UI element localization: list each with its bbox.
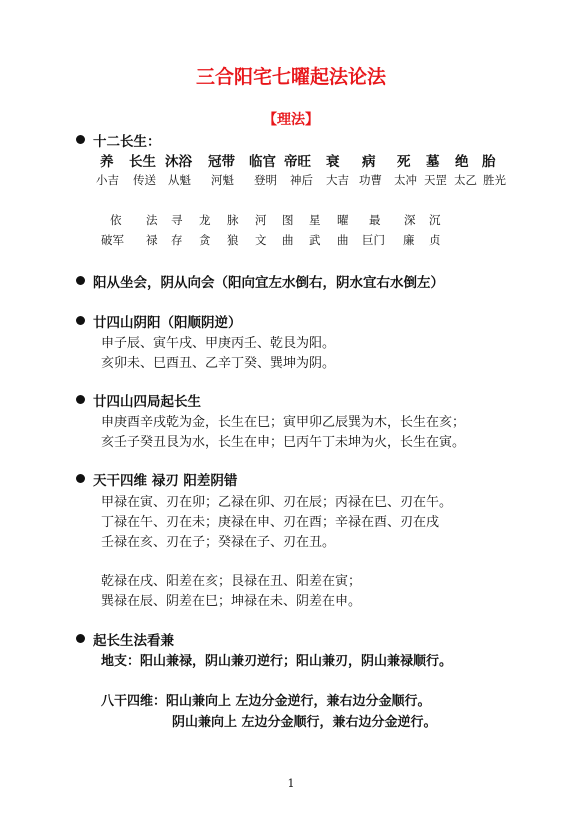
section-heading-yang-yin: 阳从坐会，阴从向会（阳向宜左水倒右，阴水宜右水倒左） <box>93 275 444 291</box>
section-heading-24-mountains: 廿四山阴阳（阳顺阴逆） <box>93 315 242 331</box>
star-name-cell: 贪 <box>199 233 211 247</box>
stage-cell: 养 <box>100 154 114 170</box>
bullet-icon <box>76 395 85 404</box>
stage-cell: 帝旺 <box>284 154 311 170</box>
bullet-icon <box>76 135 85 144</box>
star-name-cell: 文 <box>255 233 267 247</box>
bullet-icon <box>76 634 85 643</box>
text-line: 地支：阳山兼禄，阴山兼刃逆行；阳山兼刃，阴山兼禄顺行。 <box>101 654 453 669</box>
text-line: 阴山兼向上 左边分金顺行，兼右边分金逆行。 <box>172 715 437 730</box>
verse-cell: 法 <box>146 213 158 227</box>
stage-cell: 冠带 <box>208 154 235 170</box>
text-line: 壬禄在亥、刃在子；癸禄在子、刃在丑。 <box>101 535 336 550</box>
star-cell: 从魁 <box>168 173 191 187</box>
verse-cell: 星 <box>309 213 321 227</box>
page-title: 三合阳宅七曜起法论法 <box>195 66 386 88</box>
verse-cell: 寻 <box>171 213 183 227</box>
star-name-cell: 贞 <box>429 233 441 247</box>
text-line: 亥卯未、巳酉丑、乙辛丁癸、巽坤为阴。 <box>101 356 336 371</box>
text-line: 乾禄在戌、阳差在亥；艮禄在丑、阳差在寅； <box>101 574 362 589</box>
text-line: 甲禄在寅、刃在卯；乙禄在卯、刃在辰；丙禄在巳、刃在午。 <box>101 495 453 510</box>
verse-cell: 最 <box>369 213 381 227</box>
bullet-icon <box>76 276 85 285</box>
bullet-icon <box>76 474 85 483</box>
stage-cell: 绝 <box>455 154 469 170</box>
page-number: 1 <box>287 777 295 790</box>
text-line: 巽禄在辰、阴差在巳；坤禄在未、阴差在申。 <box>101 594 362 609</box>
stage-cell: 衰 <box>326 154 340 170</box>
verse-cell: 深 <box>404 213 416 227</box>
section-heading-twelve-stages: 十二长生： <box>93 134 161 150</box>
star-cell: 神后 <box>290 173 313 187</box>
star-cell: 传送 <box>133 173 156 187</box>
stage-cell: 临官 <box>249 154 276 170</box>
verse-cell: 图 <box>282 213 294 227</box>
text-line: 申庚酉辛戌乾为金，长生在巳；寅甲卯乙辰巽为木，长生在亥； <box>101 415 466 430</box>
text-line: 丁禄在午、刃在未；庚禄在申、刃在酉；辛禄在酉、刃在戌 <box>101 515 440 530</box>
star-cell: 太冲 <box>394 173 417 187</box>
star-name-cell: 禄 <box>146 233 158 247</box>
star-cell: 河魁 <box>211 173 234 187</box>
verse-cell: 河 <box>255 213 267 227</box>
star-name-cell: 存 <box>171 233 183 247</box>
star-cell: 胜光 <box>483 173 506 187</box>
star-name-cell: 武 <box>309 233 321 247</box>
verse-cell: 脉 <box>227 213 239 227</box>
star-cell: 大吉 <box>326 173 349 187</box>
section-heading-lu-ren: 天干四维 禄刃 阳差阴错 <box>93 473 238 489</box>
stage-cell: 沐浴 <box>165 154 192 170</box>
stage-cell: 病 <box>362 154 376 170</box>
section-heading-four-bureaus: 廿四山四局起长生 <box>93 394 201 410</box>
section-heading-jian: 起长生法看兼 <box>93 633 174 649</box>
star-cell: 小吉 <box>96 173 119 187</box>
verse-cell: 沉 <box>429 213 441 227</box>
verse-cell: 依 <box>110 213 122 227</box>
star-name-cell: 曲 <box>282 233 294 247</box>
star-name-cell: 曲 <box>337 233 349 247</box>
stage-cell: 墓 <box>426 154 440 170</box>
text-line: 申子辰、寅午戌、甲庚丙壬、乾艮为阳。 <box>101 336 336 351</box>
stage-cell: 胎 <box>482 154 496 170</box>
star-cell: 登明 <box>254 173 277 187</box>
verse-cell: 龙 <box>199 213 211 227</box>
star-name-cell: 巨门 <box>362 233 385 247</box>
text-line: 亥壬子癸丑艮为水，长生在申；巳丙午丁未坤为火，长生在寅。 <box>101 435 466 450</box>
text-line: 八干四维：阳山兼向上 左边分金逆行，兼右边分金顺行。 <box>101 694 431 709</box>
section-subtitle: 【理法】 <box>263 112 319 128</box>
stage-cell: 长生 <box>129 154 156 170</box>
verse-cell: 曜 <box>337 213 349 227</box>
star-name-cell: 狼 <box>227 233 239 247</box>
bullet-icon <box>76 316 85 325</box>
star-cell: 功曹 <box>359 173 382 187</box>
star-name-cell: 廉 <box>403 233 415 247</box>
star-cell: 太乙 <box>454 173 477 187</box>
star-cell: 天罡 <box>424 173 447 187</box>
stage-cell: 死 <box>397 154 411 170</box>
star-name-cell: 破军 <box>101 233 124 247</box>
